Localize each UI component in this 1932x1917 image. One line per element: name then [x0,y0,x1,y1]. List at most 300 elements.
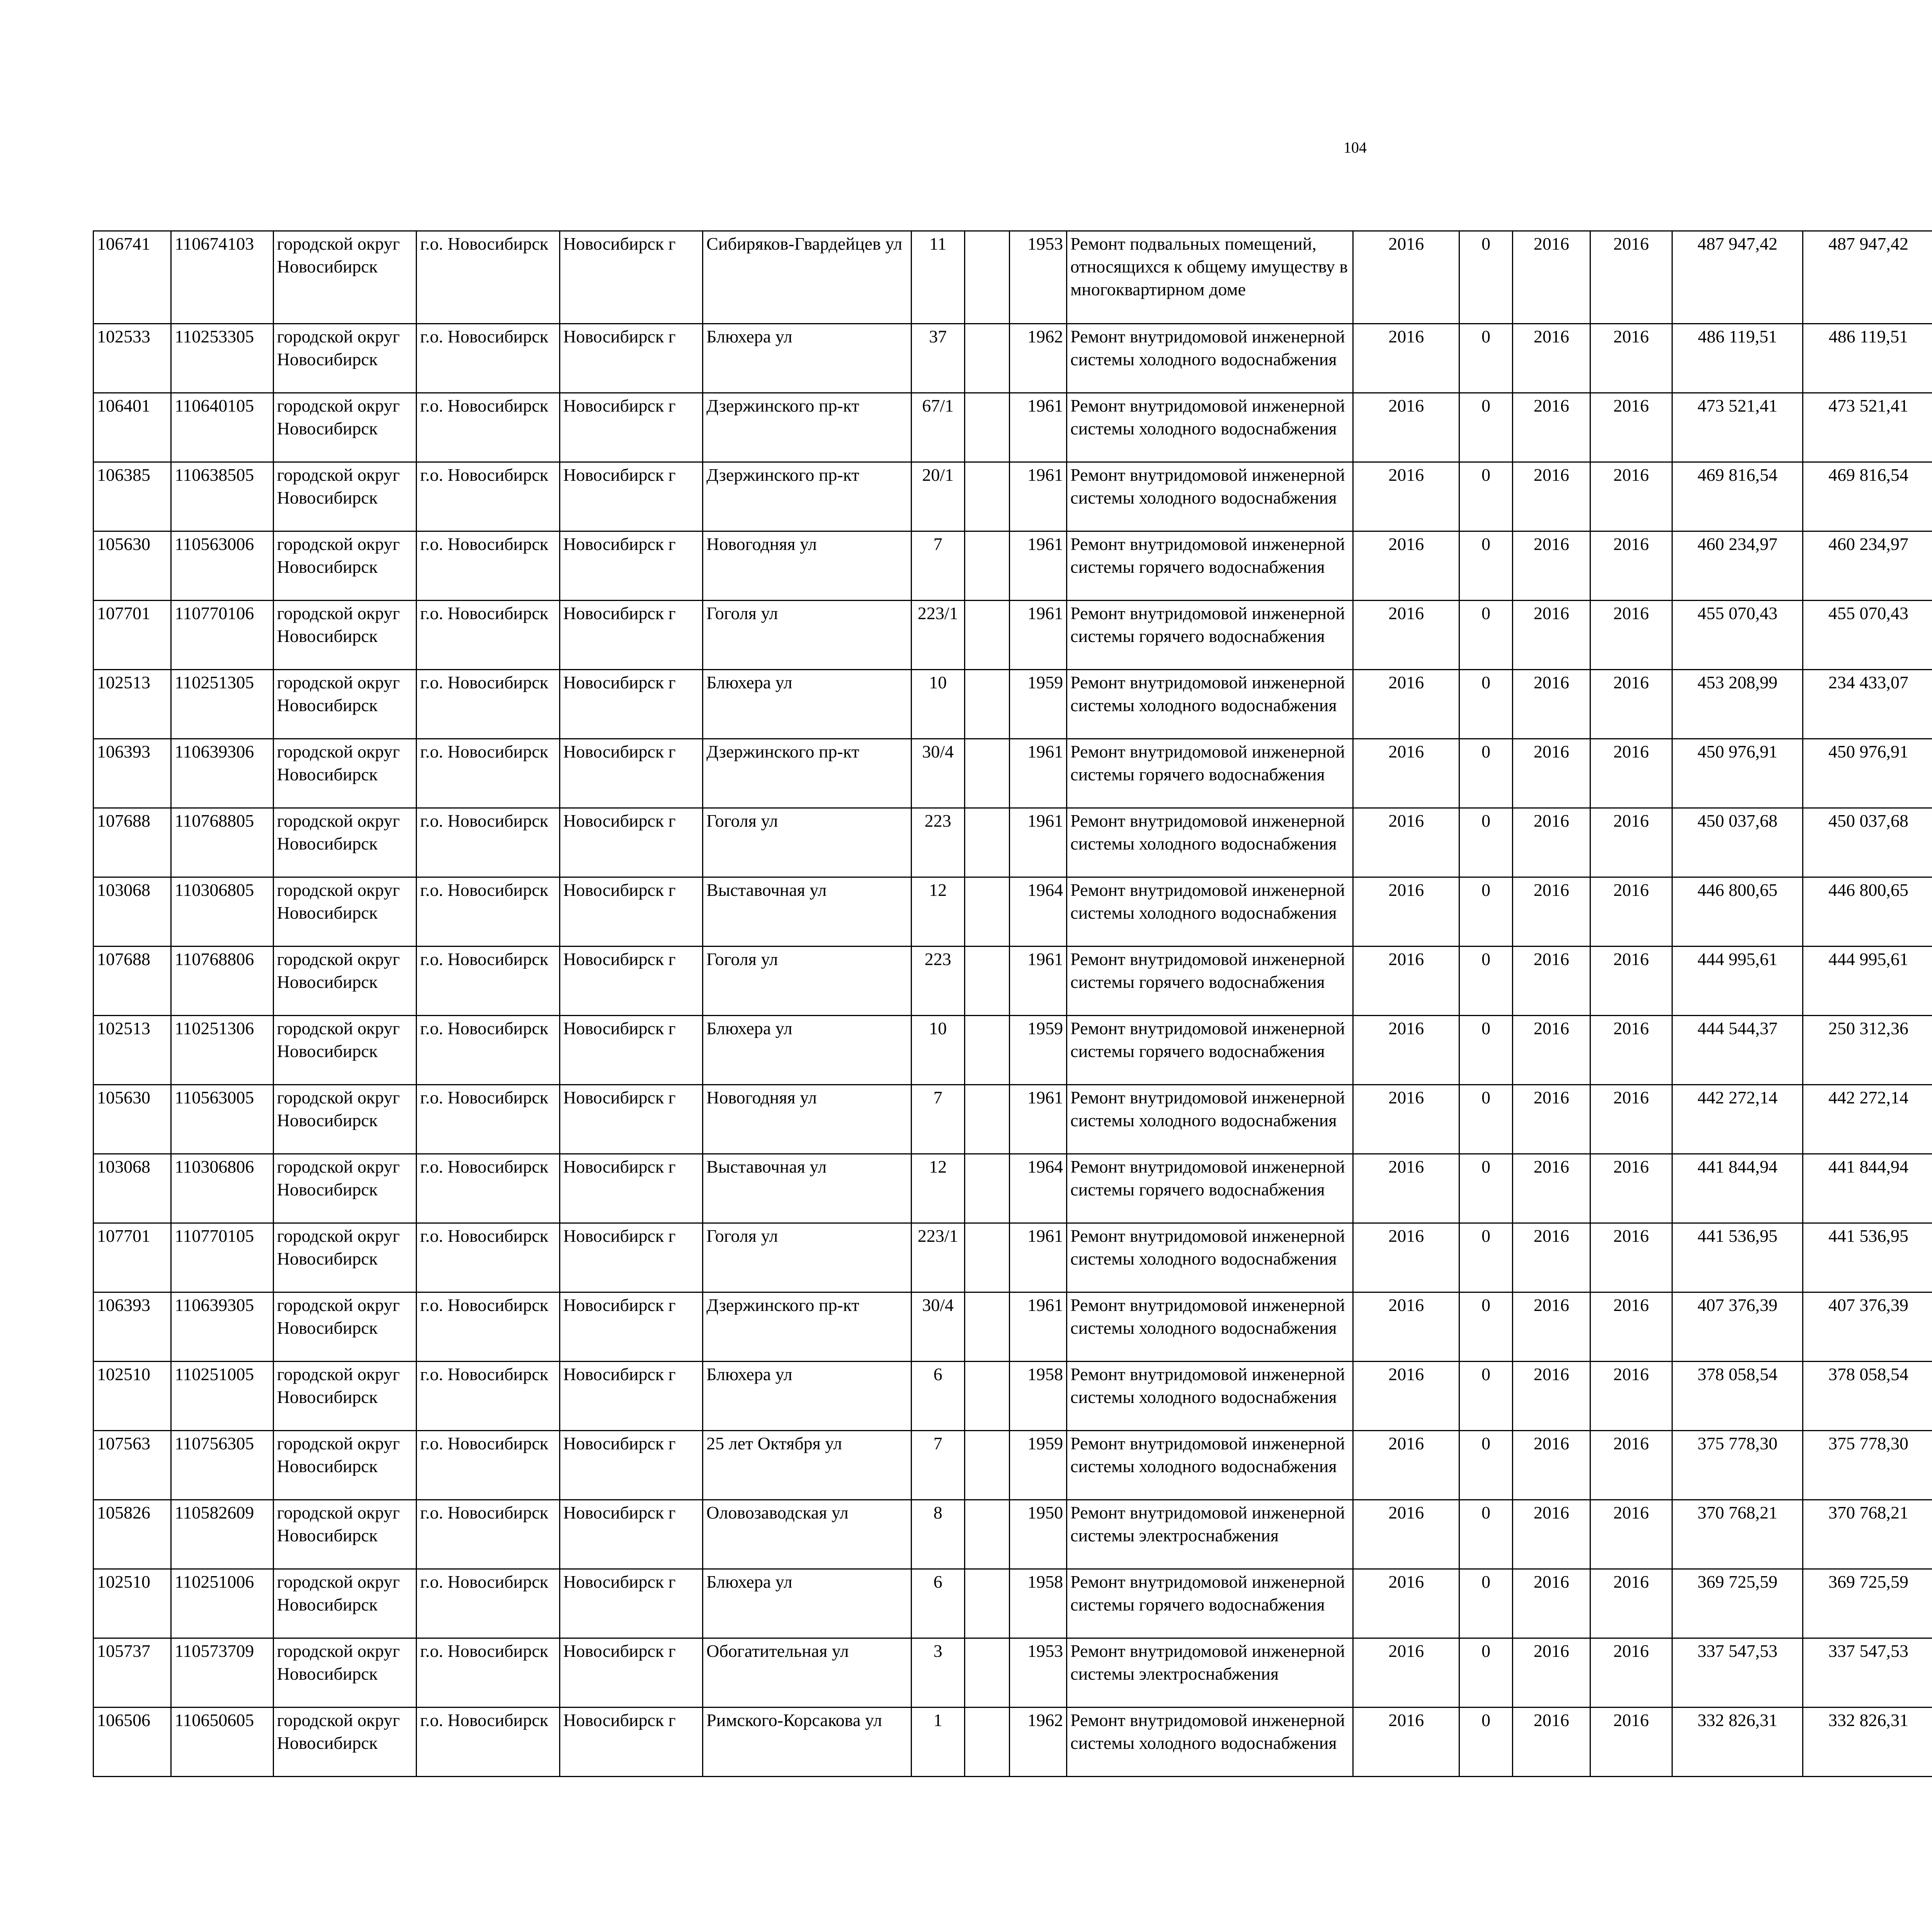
cell-value-zero: 0 [1459,1708,1513,1777]
cell-work-type: Ремонт внутридомовой инженерной системы холодного водоснабжения [1067,670,1353,739]
cell-municipality: городской округ Новосибирск [273,670,416,739]
table-row [94,947,1932,1016]
cell-end-year: 2016 [1590,1016,1672,1085]
cell-building [964,531,1009,601]
cell-value-zero: 0 [1459,808,1513,877]
cell-municipality: городской округ Новосибирск [273,1708,416,1777]
cell-locality: Новосибирск г [560,1292,702,1362]
cell-object-id: 106401 [94,393,171,462]
cell-street: Блюхера ул [703,1016,912,1085]
cell-building [964,601,1009,670]
cell-municipal-unit: г.о. Новосибирск [417,531,560,601]
cell-total-cost: 450 037,68 [1672,808,1803,877]
cell-work-type: Ремонт внутридомовой инженерной системы горячего водоснабжения [1067,601,1353,670]
cell-end-year: 2016 [1590,1500,1672,1569]
cell-start-year: 2016 [1512,947,1590,1016]
cell-end-year: 2016 [1590,1154,1672,1223]
cell-start-year: 2016 [1512,1085,1590,1154]
cell-locality: Новосибирск г [560,808,702,877]
cell-street: Блюхера ул [703,670,912,739]
cell-street: Римского-Корсакова ул [703,1708,912,1777]
cell-plan-year: 2016 [1353,1016,1459,1085]
cell-street: Блюхера ул [703,1362,912,1431]
cell-fund-cost: 369 725,59 [1803,1569,1932,1638]
cell-street: Выставочная ул [703,877,912,947]
cell-house-number: 20/1 [911,462,964,531]
cell-year-built: 1959 [1009,1431,1066,1500]
cell-locality: Новосибирск г [560,1569,702,1638]
cell-street: Дзержинского пр-кт [703,462,912,531]
cell-plan-year: 2016 [1353,601,1459,670]
cell-start-year: 2016 [1512,324,1590,393]
cell-total-cost: 369 725,59 [1672,1569,1803,1638]
cell-program-code: 110306805 [171,877,274,947]
cell-total-cost: 370 768,21 [1672,1500,1803,1569]
cell-total-cost: 473 521,41 [1672,393,1803,462]
cell-plan-year: 2016 [1353,1638,1459,1708]
cell-building [964,393,1009,462]
cell-work-type: Ремонт внутридомовой инженерной системы горячего водоснабжения [1067,1016,1353,1085]
cell-total-cost: 441 536,95 [1672,1223,1803,1292]
cell-house-number: 37 [911,324,964,393]
cell-year-built: 1953 [1009,1638,1066,1708]
cell-plan-year: 2016 [1353,670,1459,739]
cell-street: Гоголя ул [703,808,912,877]
cell-fund-cost: 450 976,91 [1803,739,1932,808]
cell-municipality: городской округ Новосибирск [273,808,416,877]
cell-program-code: 110640105 [171,393,274,462]
cell-object-id: 106393 [94,739,171,808]
table-row [94,739,1932,808]
cell-street: Сибиряков-Гвардейцев ул [703,231,912,324]
cell-end-year: 2016 [1590,601,1672,670]
table-row [94,1362,1932,1431]
table-row [94,531,1932,601]
cell-fund-cost: 378 058,54 [1803,1362,1932,1431]
cell-street: Гоголя ул [703,1223,912,1292]
cell-program-code: 110582609 [171,1500,274,1569]
cell-building [964,462,1009,531]
cell-object-id: 102510 [94,1569,171,1638]
cell-end-year: 2016 [1590,1223,1672,1292]
cell-object-id: 107701 [94,1223,171,1292]
page-number: 104 [1344,139,1367,156]
cell-start-year: 2016 [1512,531,1590,601]
cell-end-year: 2016 [1590,947,1672,1016]
cell-object-id: 102510 [94,1362,171,1431]
cell-building [964,1085,1009,1154]
cell-program-code: 110251005 [171,1362,274,1431]
cell-end-year: 2016 [1590,1292,1672,1362]
cell-end-year: 2016 [1590,462,1672,531]
cell-start-year: 2016 [1512,601,1590,670]
cell-value-zero: 0 [1459,947,1513,1016]
cell-year-built: 1964 [1009,1154,1066,1223]
cell-work-type: Ремонт внутридомовой инженерной системы холодного водоснабжения [1067,462,1353,531]
cell-street: Новогодняя ул [703,1085,912,1154]
cell-building [964,1292,1009,1362]
cell-total-cost: 332 826,31 [1672,1708,1803,1777]
cell-object-id: 106393 [94,1292,171,1362]
cell-object-id: 102533 [94,324,171,393]
cell-municipal-unit: г.о. Новосибирск [417,1569,560,1638]
cell-street: 25 лет Октября ул [703,1431,912,1500]
cell-plan-year: 2016 [1353,1362,1459,1431]
cell-house-number: 7 [911,1431,964,1500]
cell-end-year: 2016 [1590,324,1672,393]
cell-locality: Новосибирск г [560,531,702,601]
cell-plan-year: 2016 [1353,1431,1459,1500]
cell-locality: Новосибирск г [560,231,702,324]
cell-house-number: 12 [911,877,964,947]
cell-program-code: 110756305 [171,1431,274,1500]
cell-plan-year: 2016 [1353,393,1459,462]
cell-locality: Новосибирск г [560,1431,702,1500]
cell-program-code: 110573709 [171,1638,274,1708]
table-row [94,808,1932,877]
cell-object-id: 105737 [94,1638,171,1708]
cell-house-number: 223 [911,947,964,1016]
cell-value-zero: 0 [1459,324,1513,393]
cell-locality: Новосибирск г [560,947,702,1016]
cell-work-type: Ремонт внутридомовой инженерной системы электроснабжения [1067,1500,1353,1569]
cell-work-type: Ремонт внутридомовой инженерной системы холодного водоснабжения [1067,1431,1353,1500]
cell-street: Блюхера ул [703,324,912,393]
table-row [94,1431,1932,1500]
cell-plan-year: 2016 [1353,1154,1459,1223]
table-row [94,462,1932,531]
cell-object-id: 106506 [94,1708,171,1777]
cell-end-year: 2016 [1590,1431,1672,1500]
cell-house-number: 12 [911,1154,964,1223]
cell-year-built: 1961 [1009,1085,1066,1154]
cell-start-year: 2016 [1512,1016,1590,1085]
cell-value-zero: 0 [1459,1016,1513,1085]
cell-municipal-unit: г.о. Новосибирск [417,1085,560,1154]
table-row [94,601,1932,670]
cell-house-number: 223/1 [911,1223,964,1292]
cell-municipality: городской округ Новосибирск [273,324,416,393]
cell-start-year: 2016 [1512,1638,1590,1708]
cell-plan-year: 2016 [1353,1292,1459,1362]
cell-program-code: 110251006 [171,1569,274,1638]
cell-end-year: 2016 [1590,531,1672,601]
cell-locality: Новосибирск г [560,601,702,670]
cell-fund-cost: 450 037,68 [1803,808,1932,877]
cell-start-year: 2016 [1512,670,1590,739]
cell-work-type: Ремонт внутридомовой инженерной системы электроснабжения [1067,1638,1353,1708]
cell-value-zero: 0 [1459,1569,1513,1638]
cell-work-type: Ремонт внутридомовой инженерной системы горячего водоснабжения [1067,1569,1353,1638]
cell-work-type: Ремонт внутридомовой инженерной системы горячего водоснабжения [1067,1154,1353,1223]
cell-locality: Новосибирск г [560,1500,702,1569]
cell-municipal-unit: г.о. Новосибирск [417,1708,560,1777]
cell-house-number: 67/1 [911,393,964,462]
cell-total-cost: 407 376,39 [1672,1292,1803,1362]
cell-municipal-unit: г.о. Новосибирск [417,1292,560,1362]
cell-start-year: 2016 [1512,808,1590,877]
cell-house-number: 8 [911,1500,964,1569]
cell-year-built: 1958 [1009,1569,1066,1638]
cell-fund-cost: 473 521,41 [1803,393,1932,462]
cell-municipality: городской округ Новосибирск [273,462,416,531]
cell-locality: Новосибирск г [560,1154,702,1223]
cell-plan-year: 2016 [1353,324,1459,393]
cell-locality: Новосибирск г [560,393,702,462]
cell-year-built: 1953 [1009,231,1066,324]
cell-building [964,1638,1009,1708]
cell-street: Оловозаводская ул [703,1500,912,1569]
cell-fund-cost: 469 816,54 [1803,462,1932,531]
cell-municipality: городской округ Новосибирск [273,1431,416,1500]
cell-value-zero: 0 [1459,1500,1513,1569]
cell-building [964,670,1009,739]
cell-year-built: 1962 [1009,324,1066,393]
cell-program-code: 110650605 [171,1708,274,1777]
cell-end-year: 2016 [1590,739,1672,808]
cell-value-zero: 0 [1459,531,1513,601]
cell-plan-year: 2016 [1353,739,1459,808]
cell-house-number: 223/1 [911,601,964,670]
cell-plan-year: 2016 [1353,1500,1459,1569]
cell-program-code: 110306806 [171,1154,274,1223]
cell-fund-cost: 375 778,30 [1803,1431,1932,1500]
cell-work-type: Ремонт внутридомовой инженерной системы холодного водоснабжения [1067,877,1353,947]
cell-object-id: 107701 [94,601,171,670]
table-row [94,1085,1932,1154]
cell-start-year: 2016 [1512,1362,1590,1431]
cell-street: Блюхера ул [703,1569,912,1638]
cell-municipal-unit: г.о. Новосибирск [417,877,560,947]
cell-end-year: 2016 [1590,670,1672,739]
cell-building [964,231,1009,324]
cell-plan-year: 2016 [1353,947,1459,1016]
cell-end-year: 2016 [1590,231,1672,324]
cell-start-year: 2016 [1512,877,1590,947]
cell-house-number: 10 [911,670,964,739]
cell-building [964,1016,1009,1085]
cell-program-code: 110674103 [171,231,274,324]
cell-work-type: Ремонт внутридомовой инженерной системы горячего водоснабжения [1067,947,1353,1016]
cell-total-cost: 337 547,53 [1672,1638,1803,1708]
cell-year-built: 1959 [1009,670,1066,739]
cell-municipal-unit: г.о. Новосибирск [417,739,560,808]
table-row [94,1016,1932,1085]
cell-year-built: 1958 [1009,1362,1066,1431]
table-row [94,1292,1932,1362]
cell-building [964,1362,1009,1431]
cell-municipality: городской округ Новосибирск [273,393,416,462]
cell-house-number: 7 [911,1085,964,1154]
cell-end-year: 2016 [1590,1362,1672,1431]
cell-year-built: 1961 [1009,808,1066,877]
cell-end-year: 2016 [1590,877,1672,947]
cell-object-id: 107563 [94,1431,171,1500]
capital-repair-table [93,230,1932,1777]
cell-building [964,947,1009,1016]
table-row [94,1223,1932,1292]
cell-locality: Новосибирск г [560,1638,702,1708]
cell-fund-cost: 455 070,43 [1803,601,1932,670]
cell-program-code: 110639305 [171,1292,274,1362]
cell-total-cost: 375 778,30 [1672,1431,1803,1500]
cell-plan-year: 2016 [1353,808,1459,877]
cell-locality: Новосибирск г [560,739,702,808]
cell-start-year: 2016 [1512,1431,1590,1500]
cell-total-cost: 444 995,61 [1672,947,1803,1016]
cell-year-built: 1961 [1009,947,1066,1016]
cell-municipal-unit: г.о. Новосибирск [417,393,560,462]
cell-fund-cost: 486 119,51 [1803,324,1932,393]
cell-start-year: 2016 [1512,1569,1590,1638]
cell-year-built: 1961 [1009,462,1066,531]
cell-program-code: 110563006 [171,531,274,601]
cell-value-zero: 0 [1459,462,1513,531]
cell-object-id: 103068 [94,1154,171,1223]
cell-object-id: 107688 [94,808,171,877]
cell-municipal-unit: г.о. Новосибирск [417,947,560,1016]
cell-municipality: городской округ Новосибирск [273,1569,416,1638]
cell-value-zero: 0 [1459,601,1513,670]
cell-plan-year: 2016 [1353,531,1459,601]
cell-fund-cost: 441 536,95 [1803,1223,1932,1292]
cell-total-cost: 486 119,51 [1672,324,1803,393]
cell-plan-year: 2016 [1353,1223,1459,1292]
cell-value-zero: 0 [1459,1292,1513,1362]
cell-house-number: 7 [911,531,964,601]
cell-total-cost: 442 272,14 [1672,1085,1803,1154]
cell-total-cost: 469 816,54 [1672,462,1803,531]
table-row [94,324,1932,393]
cell-work-type: Ремонт подвальных помещений, относящихся к общему имуществу в многоквартирном доме [1067,231,1353,324]
cell-year-built: 1959 [1009,1016,1066,1085]
cell-locality: Новосибирск г [560,1362,702,1431]
cell-total-cost: 446 800,65 [1672,877,1803,947]
table-row [94,393,1932,462]
cell-object-id: 105630 [94,1085,171,1154]
cell-work-type: Ремонт внутридомовой инженерной системы горячего водоснабжения [1067,531,1353,601]
cell-municipal-unit: г.о. Новосибирск [417,670,560,739]
table-row [94,1154,1932,1223]
cell-street: Дзержинского пр-кт [703,739,912,808]
cell-total-cost: 444 544,37 [1672,1016,1803,1085]
cell-work-type: Ремонт внутридомовой инженерной системы холодного водоснабжения [1067,1292,1353,1362]
cell-municipality: городской округ Новосибирск [273,1154,416,1223]
cell-municipal-unit: г.о. Новосибирск [417,462,560,531]
cell-program-code: 110251305 [171,670,274,739]
cell-municipality: городской округ Новосибирск [273,947,416,1016]
cell-municipality: городской округ Новосибирск [273,739,416,808]
cell-locality: Новосибирск г [560,1016,702,1085]
cell-municipality: городской округ Новосибирск [273,1362,416,1431]
cell-municipality: городской округ Новосибирск [273,531,416,601]
cell-building [964,1431,1009,1500]
cell-locality: Новосибирск г [560,1708,702,1777]
cell-fund-cost: 407 376,39 [1803,1292,1932,1362]
cell-work-type: Ремонт внутридомовой инженерной системы холодного водоснабжения [1067,324,1353,393]
cell-locality: Новосибирск г [560,462,702,531]
cell-value-zero: 0 [1459,1085,1513,1154]
cell-house-number: 30/4 [911,1292,964,1362]
cell-municipality: городской округ Новосибирск [273,1638,416,1708]
cell-fund-cost: 234 433,07 [1803,670,1932,739]
cell-object-id: 106741 [94,231,171,324]
table-row [94,1708,1932,1777]
cell-value-zero: 0 [1459,393,1513,462]
cell-municipal-unit: г.о. Новосибирск [417,1154,560,1223]
cell-object-id: 107688 [94,947,171,1016]
cell-object-id: 103068 [94,877,171,947]
cell-fund-cost: 446 800,65 [1803,877,1932,947]
cell-fund-cost: 332 826,31 [1803,1708,1932,1777]
cell-locality: Новосибирск г [560,1085,702,1154]
cell-building [964,1223,1009,1292]
table-row [94,670,1932,739]
cell-house-number: 30/4 [911,739,964,808]
cell-year-built: 1964 [1009,877,1066,947]
table-row [94,877,1932,947]
cell-value-zero: 0 [1459,1223,1513,1292]
cell-municipal-unit: г.о. Новосибирск [417,1016,560,1085]
cell-year-built: 1962 [1009,1708,1066,1777]
cell-street: Дзержинского пр-кт [703,1292,912,1362]
cell-value-zero: 0 [1459,1154,1513,1223]
cell-year-built: 1961 [1009,531,1066,601]
cell-program-code: 110638505 [171,462,274,531]
cell-value-zero: 0 [1459,670,1513,739]
cell-house-number: 10 [911,1016,964,1085]
table-row [94,1500,1932,1569]
cell-year-built: 1961 [1009,739,1066,808]
cell-total-cost: 455 070,43 [1672,601,1803,670]
cell-plan-year: 2016 [1353,1569,1459,1638]
cell-municipality: городской округ Новосибирск [273,1500,416,1569]
cell-municipality: городской округ Новосибирск [273,1223,416,1292]
cell-program-code: 110253305 [171,324,274,393]
cell-locality: Новосибирск г [560,1223,702,1292]
cell-fund-cost: 250 312,36 [1803,1016,1932,1085]
cell-end-year: 2016 [1590,1085,1672,1154]
cell-building [964,1708,1009,1777]
cell-municipal-unit: г.о. Новосибирск [417,601,560,670]
cell-work-type: Ремонт внутридомовой инженерной системы холодного водоснабжения [1067,808,1353,877]
cell-end-year: 2016 [1590,1708,1672,1777]
cell-fund-cost: 444 995,61 [1803,947,1932,1016]
cell-municipal-unit: г.о. Новосибирск [417,808,560,877]
cell-object-id: 105826 [94,1500,171,1569]
cell-start-year: 2016 [1512,1154,1590,1223]
cell-fund-cost: 442 272,14 [1803,1085,1932,1154]
cell-year-built: 1961 [1009,1292,1066,1362]
cell-municipal-unit: г.о. Новосибирск [417,231,560,324]
cell-work-type: Ремонт внутридомовой инженерной системы холодного водоснабжения [1067,393,1353,462]
cell-program-code: 110768805 [171,808,274,877]
cell-street: Гоголя ул [703,947,912,1016]
cell-start-year: 2016 [1512,739,1590,808]
cell-municipal-unit: г.о. Новосибирск [417,324,560,393]
cell-end-year: 2016 [1590,1569,1672,1638]
cell-plan-year: 2016 [1353,1708,1459,1777]
cell-start-year: 2016 [1512,1708,1590,1777]
cell-total-cost: 453 208,99 [1672,670,1803,739]
cell-building [964,808,1009,877]
cell-locality: Новосибирск г [560,877,702,947]
table-row [94,1569,1932,1638]
cell-value-zero: 0 [1459,1362,1513,1431]
cell-program-code: 110251306 [171,1016,274,1085]
cell-municipality: городской округ Новосибирск [273,877,416,947]
cell-end-year: 2016 [1590,808,1672,877]
